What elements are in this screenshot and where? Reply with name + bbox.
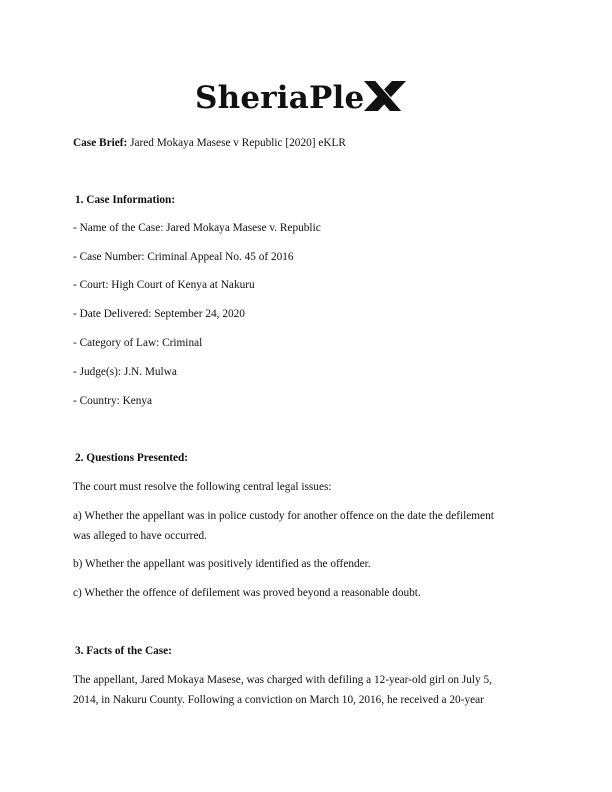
logo-text: SheriaPle bbox=[195, 80, 365, 116]
section-heading-questions: 2. Questions Presented: bbox=[75, 452, 189, 464]
question-c: c) Whether the offence of defilement was proved beyond a reasonable doubt. bbox=[73, 587, 421, 599]
case-info-item: - Category of Law: Criminal bbox=[73, 337, 203, 349]
section-heading-case-information: 1. Case Information: bbox=[75, 194, 176, 206]
question-a-line1: a) Whether the appellant was in police custody for another offence on the date the defilement bbox=[73, 510, 494, 522]
section-heading-facts: 3. Facts of the Case: bbox=[75, 645, 172, 657]
x-mark-logo-icon bbox=[362, 79, 408, 118]
case-brief-title: Jared Mokaya Masese v Republic [2020] eKLR bbox=[127, 137, 346, 149]
case-info-item: - Case Number: Criminal Appeal No. 45 of 2016 bbox=[73, 251, 294, 263]
case-info-item: - Judge(s): J.N. Mulwa bbox=[73, 366, 177, 378]
questions-intro: The court must resolve the following central legal issues: bbox=[73, 481, 332, 493]
case-info-item: - Court: High Court of Kenya at Nakuru bbox=[73, 279, 255, 291]
case-brief-label: Case Brief: bbox=[73, 137, 128, 149]
sheriaplex-logo bbox=[195, 78, 408, 118]
question-a-line2: was alleged to have occurred. bbox=[73, 530, 207, 542]
case-info-item: - Country: Kenya bbox=[73, 395, 153, 407]
facts-line2: 2014, in Nakuru County. Following a conviction on March 10, 2016, he received a 20-year bbox=[73, 694, 484, 706]
case-info-item: - Date Delivered: September 24, 2020 bbox=[73, 308, 245, 320]
facts-line1: The appellant, Jared Mokaya Masese, was charged with defiling a 12-year-old girl on July 5, bbox=[73, 674, 492, 686]
case-info-item: - Name of the Case: Jared Mokaya Masese v. Republic bbox=[73, 222, 321, 234]
question-b: b) Whether the appellant was positively identified as the offender. bbox=[73, 558, 371, 570]
case-brief-line bbox=[73, 136, 346, 150]
